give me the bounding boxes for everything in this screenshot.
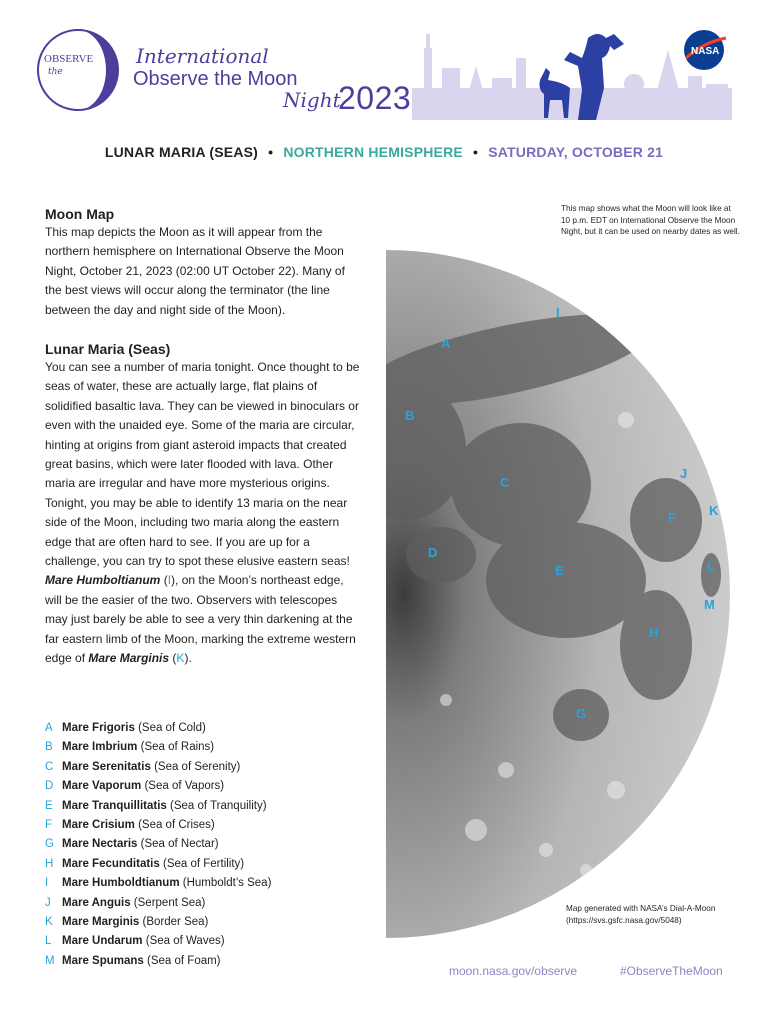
legend-letter: M <box>45 954 55 967</box>
legend-desc: (Sea of Serenity) <box>154 760 241 773</box>
legend-letter: A <box>45 722 53 734</box>
legend-name: Mare Nectaris <box>62 838 138 851</box>
map-label-d: D <box>428 545 438 560</box>
legend-letter: E <box>45 799 53 812</box>
legend-desc: (Sea of Rains) <box>140 741 215 754</box>
legend-item <box>45 932 365 951</box>
legend-letter: I <box>45 877 49 890</box>
moon-map-heading: Moon Map <box>45 206 115 222</box>
map-label-h: H <box>649 625 659 640</box>
legend-name: Mare Tranquillitatis <box>62 799 167 812</box>
legend-name: Mare Fecunditatis <box>62 857 160 870</box>
subtitle-bar <box>0 144 768 160</box>
legend-item <box>45 855 365 874</box>
legend-name: Mare Imbrium <box>62 741 138 754</box>
legend-desc: (Sea of Cold) <box>138 722 206 734</box>
legend-letter: F <box>45 819 53 832</box>
legend-desc: (Sea of Crises) <box>138 819 215 832</box>
legend-desc: (Sea of Waves) <box>145 935 225 948</box>
map-caption-bottom: Map generated with NASA’s Dial-A-Moon (https://svs.gsfc.nasa.gov/5048) <box>566 904 716 925</box>
humboldtianum-name: Mare Humboltianum <box>45 573 161 588</box>
legend-item <box>45 797 365 816</box>
title-international: International <box>136 44 269 68</box>
map-label-b: B <box>405 408 415 423</box>
footer-hashtag: #ObserveTheMoon <box>620 964 723 978</box>
paren-close: ) <box>171 573 176 588</box>
lunar-maria-text-1: You can see a number of maria tonight. Once thought to be seas of water, these are actually large, flat plains of solidified basaltic lava. They can be viewed in binoculars or even with the unaided eye. Some of the maria are circular, hinting at origins from giant asteroid impacts that created great basins, which were later flooded with lava. Other maria are irregular and have more mysterious origins. Tonight, you may be able to identify 13 maria on the near side of the Moon, including two maria along the eastern edge that are often hard to see. If you are up for a challenge, you can try to spot these elusive eastern seas! <box>45 360 360 569</box>
legend-item <box>45 738 365 757</box>
paren-open: ( <box>163 573 168 588</box>
title-night: Night <box>283 88 341 112</box>
skyline-illustration <box>412 28 732 120</box>
nasa-logo <box>684 30 726 70</box>
legend-item <box>45 835 365 854</box>
legend-item <box>45 952 365 971</box>
legend-item <box>45 913 365 932</box>
legend-desc: (Humboldt’s Sea) <box>182 877 272 890</box>
logo-text-observe: OBSERVE <box>44 53 94 65</box>
legend-desc: (Sea of Fertility) <box>162 857 245 870</box>
legend-letter: B <box>45 741 53 754</box>
legend-letter: J <box>45 896 51 909</box>
map-label-i: I <box>556 305 560 320</box>
legend-item <box>45 777 365 796</box>
title-observe-the-moon: Observe the Moon <box>133 68 298 90</box>
logo-text-moon: MOON <box>62 74 102 89</box>
marginis-name: Mare Marginis <box>88 651 170 666</box>
map-label-e: E <box>555 563 564 578</box>
paren-open: ( <box>172 651 177 666</box>
map-caption-top: This map shows what the Moon will look like at 10 p.m. EDT on International Observe the Moon Night, but it can be used on nearby dates as well. <box>561 204 740 236</box>
map-label-m: M <box>704 597 715 612</box>
legend-name: Mare Frigoris <box>62 722 135 734</box>
skyline-silhouette <box>412 34 732 120</box>
legend-letter: K <box>45 916 53 929</box>
legend-letter: D <box>45 780 54 793</box>
moon-map-section <box>45 205 363 320</box>
legend-desc: (Sea of Tranquility) <box>170 799 267 812</box>
legend-name: Mare Undarum <box>62 935 143 948</box>
lunar-maria-section <box>45 340 363 669</box>
map-label-c: C <box>500 475 510 490</box>
map-label-l: L <box>707 559 715 574</box>
subtitle-topic: LUNAR MARIA (SEAS) <box>104 144 259 160</box>
maria-legend <box>45 719 365 971</box>
legend-name: Mare Serenitatis <box>62 760 151 773</box>
map-label-a: A <box>441 336 451 351</box>
legend-item <box>45 874 365 893</box>
subtitle-hemisphere: NORTHERN HEMISPHERE <box>283 144 463 160</box>
map-label-g: G <box>576 706 587 721</box>
legend-desc: (Sea of Foam) <box>147 954 221 967</box>
lunar-maria-heading: Lunar Maria (Seas) <box>45 341 171 357</box>
lunar-maria-text-2: , on the Moon’s northeast edge, will be the easier of the two. Observers with telescopes may just barely be able to see a very thin darkening at the far eastern limb of the Moon, marking the extreme western edge of <box>45 573 356 666</box>
legend-letter: L <box>45 935 52 948</box>
moon-map-image <box>386 250 731 938</box>
legend-item <box>45 816 365 835</box>
marginis-letter: K <box>176 651 185 666</box>
legend-desc: (Border Sea) <box>142 916 209 929</box>
legend-name: Mare Spumans <box>62 954 144 967</box>
lunar-maria-body <box>45 358 363 669</box>
moon-map-body: This map depicts the Moon as it will appear from the northern hemisphere on International Observe the Moon Night, October 21, 2023 (02:00 UT October 22). Many of the best views will occur along the terminator (the line between the day and night side of the Moon). <box>45 225 345 317</box>
map-label-f: F <box>668 510 676 525</box>
legend-name: Mare Marginis <box>62 916 140 929</box>
legend-name: Mare Crisium <box>62 819 135 832</box>
subtitle-separator: • <box>473 144 479 160</box>
legend-letter: C <box>45 760 54 773</box>
legend-item <box>45 894 365 913</box>
map-label-j: J <box>680 466 688 481</box>
legend-name: Mare Humboldtianum <box>62 877 180 890</box>
subtitle-separator: • <box>268 144 274 160</box>
legend-desc: (Sea of Vapors) <box>144 780 225 793</box>
nasa-logo-text: NASA <box>691 46 720 57</box>
title-year: 2023 <box>338 80 412 116</box>
map-label-k: K <box>709 503 719 518</box>
logo-text-the: the <box>48 67 63 77</box>
subtitle-date: SATURDAY, OCTOBER 21 <box>488 144 664 160</box>
paren-close: ) <box>184 651 189 666</box>
legend-name: Mare Vaporum <box>62 780 142 793</box>
footer-url-link[interactable]: moon.nasa.gov/observe <box>449 964 578 978</box>
legend-name: Mare Anguis <box>62 896 131 909</box>
legend-item <box>45 758 365 777</box>
legend-letter: G <box>45 838 54 851</box>
legend-item <box>45 719 365 738</box>
end-period: . <box>188 651 192 666</box>
legend-desc: (Serpent Sea) <box>133 896 206 909</box>
legend-letter: H <box>45 857 54 870</box>
humboldtianum-letter: I <box>167 573 172 588</box>
observe-the-moon-logo <box>36 28 120 112</box>
legend-desc: (Sea of Nectar) <box>140 838 219 851</box>
